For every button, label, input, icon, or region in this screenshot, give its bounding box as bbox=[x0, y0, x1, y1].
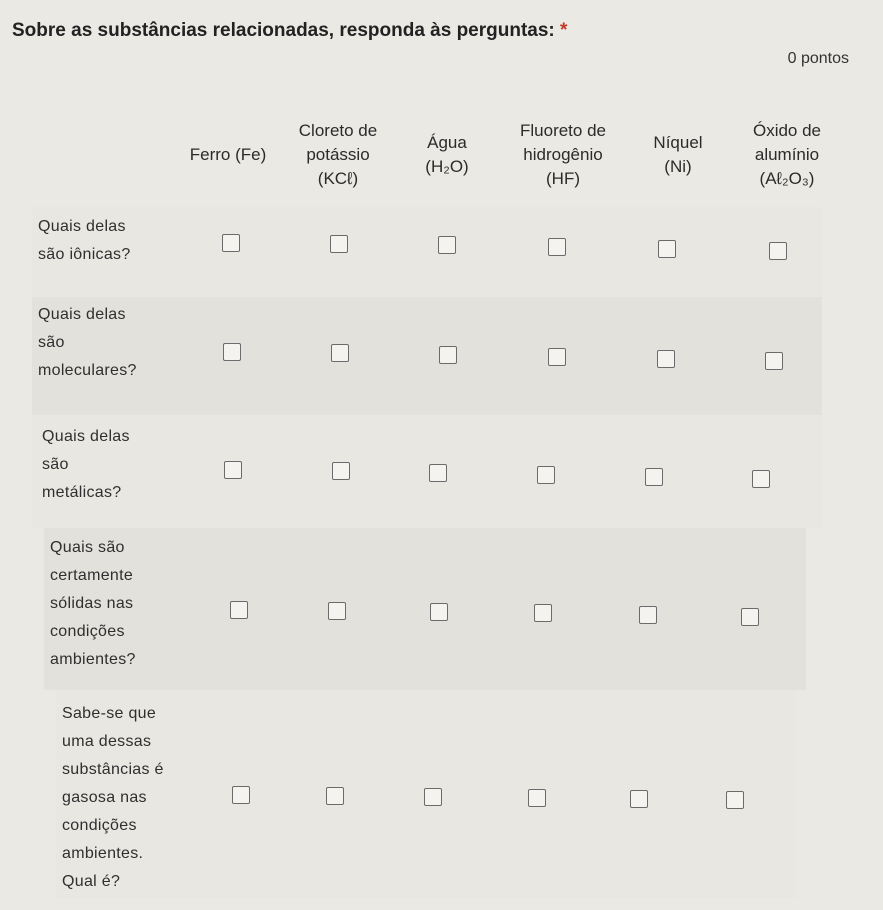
row-label-line: condições bbox=[62, 817, 137, 834]
checkbox-ionicas-oxido-aluminio[interactable] bbox=[769, 242, 787, 260]
checkbox-gasosa-oxido-aluminio[interactable] bbox=[726, 791, 744, 809]
checkbox-solidas-hf[interactable] bbox=[534, 604, 552, 622]
checkbox-moleculares-agua[interactable] bbox=[439, 346, 457, 364]
checkbox-moleculares-kcl[interactable] bbox=[331, 344, 349, 362]
column-header-line: Fluoreto de bbox=[520, 121, 606, 140]
checkbox-metalicas-niquel[interactable] bbox=[645, 468, 663, 486]
column-header-niquel bbox=[618, 100, 738, 210]
grid-row-solidas bbox=[44, 528, 806, 690]
row-label-line: condições bbox=[50, 623, 125, 640]
row-label bbox=[42, 423, 182, 507]
question-title-text: Sobre as substâncias relacionadas, responda às perguntas: bbox=[12, 20, 555, 41]
row-label-line: substâncias é bbox=[62, 761, 164, 778]
grid-row-moleculares bbox=[32, 297, 822, 415]
row-label-line: Qual é? bbox=[62, 873, 121, 890]
column-header-line: hidrogênio bbox=[523, 145, 603, 164]
column-header-agua bbox=[387, 100, 507, 210]
row-label-line: são bbox=[38, 334, 65, 351]
column-header-line: (KCℓ) bbox=[317, 169, 359, 188]
row-label-line: ambientes. bbox=[62, 845, 144, 862]
checkbox-gasosa-ferro[interactable] bbox=[232, 786, 250, 804]
column-header-line: (Ni) bbox=[664, 157, 692, 176]
checkbox-moleculares-hf[interactable] bbox=[548, 348, 566, 366]
checkbox-moleculares-oxido-aluminio[interactable] bbox=[765, 352, 783, 370]
checkbox-solidas-oxido-aluminio[interactable] bbox=[741, 608, 759, 626]
column-header-line: alumínio bbox=[754, 145, 820, 164]
column-header-line: potássio bbox=[306, 145, 370, 164]
checkbox-ionicas-ferro[interactable] bbox=[222, 234, 240, 252]
row-label-line: moleculares? bbox=[38, 362, 137, 379]
grid-row-gasosa bbox=[56, 690, 796, 898]
grid-row-ionicas bbox=[32, 207, 822, 297]
column-header-fluoreto-de-hidrogenio bbox=[503, 100, 623, 210]
row-label-line: Quais delas bbox=[42, 428, 130, 445]
checkbox-ionicas-kcl[interactable] bbox=[330, 235, 348, 253]
column-header-line: Níquel bbox=[653, 133, 703, 152]
checkbox-ionicas-agua[interactable] bbox=[438, 236, 456, 254]
column-header-oxido-de-aluminio bbox=[727, 100, 847, 210]
question-title bbox=[12, 20, 567, 42]
column-header-line: Água bbox=[427, 133, 467, 152]
column-header-line: Cloreto de bbox=[298, 121, 378, 140]
checkbox-solidas-ferro[interactable] bbox=[230, 601, 248, 619]
checkbox-metalicas-kcl[interactable] bbox=[332, 462, 350, 480]
row-label-line: metálicas? bbox=[42, 484, 122, 501]
column-header-line: (HF) bbox=[546, 169, 580, 188]
checkbox-gasosa-hf[interactable] bbox=[528, 789, 546, 807]
row-label-line: sólidas nas bbox=[50, 595, 134, 612]
checkbox-moleculares-niquel[interactable] bbox=[657, 350, 675, 368]
checkbox-ionicas-niquel[interactable] bbox=[658, 240, 676, 258]
row-label bbox=[50, 534, 190, 674]
required-mark: * bbox=[560, 20, 568, 41]
grid-row-metalicas bbox=[32, 415, 822, 528]
row-label-line: uma dessas bbox=[62, 733, 152, 750]
column-header-line: Óxido de bbox=[752, 121, 822, 140]
points-label: 0 pontos bbox=[787, 50, 849, 67]
row-label-line: são bbox=[42, 456, 69, 473]
row-label-line: são iônicas? bbox=[38, 246, 131, 263]
row-label-line: Quais delas bbox=[38, 306, 126, 323]
row-label-line: Quais delas bbox=[38, 218, 126, 235]
column-header-line: (Aℓ₂O₃) bbox=[759, 169, 815, 188]
row-label bbox=[38, 301, 178, 385]
row-label-line: gasosa nas bbox=[62, 789, 147, 806]
row-label bbox=[38, 213, 178, 269]
checkbox-solidas-agua[interactable] bbox=[430, 603, 448, 621]
checkbox-gasosa-niquel[interactable] bbox=[630, 790, 648, 808]
checkbox-moleculares-ferro[interactable] bbox=[223, 343, 241, 361]
checkbox-solidas-kcl[interactable] bbox=[328, 602, 346, 620]
column-header-line: Ferro (Fe) bbox=[189, 145, 267, 164]
checkbox-gasosa-agua[interactable] bbox=[424, 788, 442, 806]
checkbox-solidas-niquel[interactable] bbox=[639, 606, 657, 624]
checkbox-metalicas-oxido-aluminio[interactable] bbox=[752, 470, 770, 488]
checkbox-metalicas-ferro[interactable] bbox=[224, 461, 242, 479]
row-label-line: ambientes? bbox=[50, 651, 136, 668]
row-label-line: Sabe-se que bbox=[62, 705, 157, 722]
checkbox-metalicas-agua[interactable] bbox=[429, 464, 447, 482]
checkbox-gasosa-kcl[interactable] bbox=[326, 787, 344, 805]
column-header-cloreto-de-potassio bbox=[278, 100, 398, 210]
checkbox-metalicas-hf[interactable] bbox=[537, 466, 555, 484]
row-label bbox=[62, 700, 202, 896]
column-header-line: (H₂O) bbox=[425, 157, 469, 176]
column-header-ferro bbox=[168, 100, 288, 210]
checkbox-ionicas-hf[interactable] bbox=[548, 238, 566, 256]
row-label-line: certamente bbox=[50, 567, 134, 584]
row-label-line: Quais são bbox=[50, 539, 125, 556]
